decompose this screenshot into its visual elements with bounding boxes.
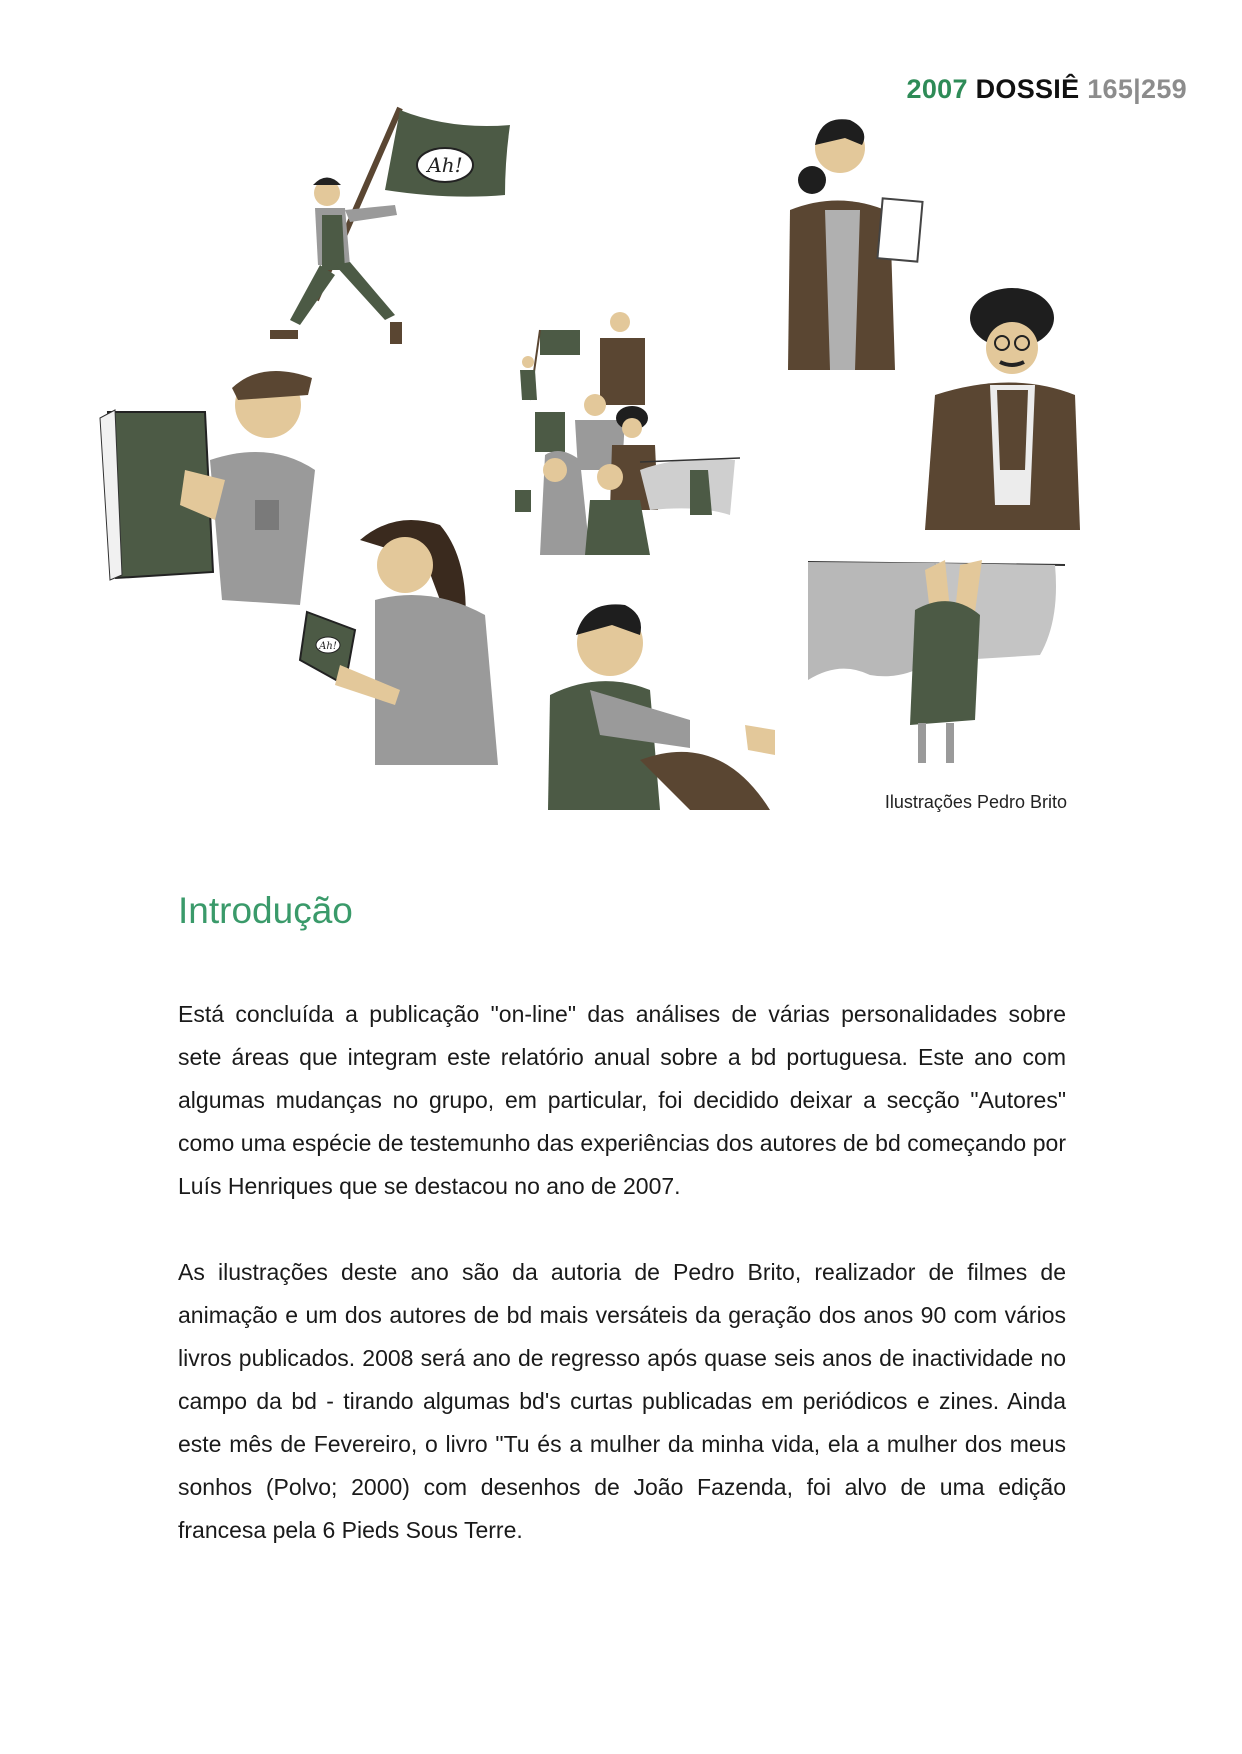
paragraph-1: Está concluída a publicação "on-line" das análises de várias personalidades sobre sete áreas que integram este relatório anual sobre a bd portuguesa. Este ano com algumas mudanças no grupo, em particular, foi decidido deixar a secção "Autores" como uma espécie de testemunho das experiências dos autores de bd começando por Luís Henriques que se destacou no ano de 2007. (178, 1001, 1066, 1199)
header-page-numbers: 165|259 (1087, 74, 1187, 104)
header-year: 2007 (906, 74, 968, 104)
central-composite-figure (515, 312, 740, 555)
man-sitting-figure (548, 604, 775, 810)
woman-reading-book-figure (300, 520, 498, 765)
illustration-artwork (0, 0, 1242, 830)
man-with-hat-figure (925, 288, 1080, 530)
illustration-caption: Ilustrações Pedro Brito (884, 792, 1067, 812)
section-title: Introdução (178, 890, 353, 931)
flag-speech-text: Ah! (427, 153, 463, 177)
flag-runner-figure (270, 108, 510, 344)
header-section: DOSSIÊ (975, 74, 1080, 104)
man-with-portfolio-figure (100, 371, 315, 605)
paragraph-2: As ilustrações deste ano são da autoria de Pedro Brito, realizador de filmes de animação e um dos autores de bd mais versáteis da geração dos anos 90 com vários livros publicados. 2008 será ano de regresso após quase seis anos de inactividade no campo da bd - tirando algumas bd's curtas publicadas em periódicos e zines. Ainda este mês de Fevereiro, o livro "Tu és a mulher da minha vida, ela a mulher dos meus sonhos (Polvo; 2000) com desenhos de João Fazenda, foi alvo de uma edição francesa pela 6 Pieds Sous Terre. (178, 1259, 1066, 1543)
illustration-collage (0, 0, 1242, 830)
book-cover-text: Ah! (319, 641, 337, 652)
article-body (178, 993, 1066, 1595)
woman-reading-figure (788, 119, 923, 370)
laundry-woman-figure (808, 560, 1065, 763)
